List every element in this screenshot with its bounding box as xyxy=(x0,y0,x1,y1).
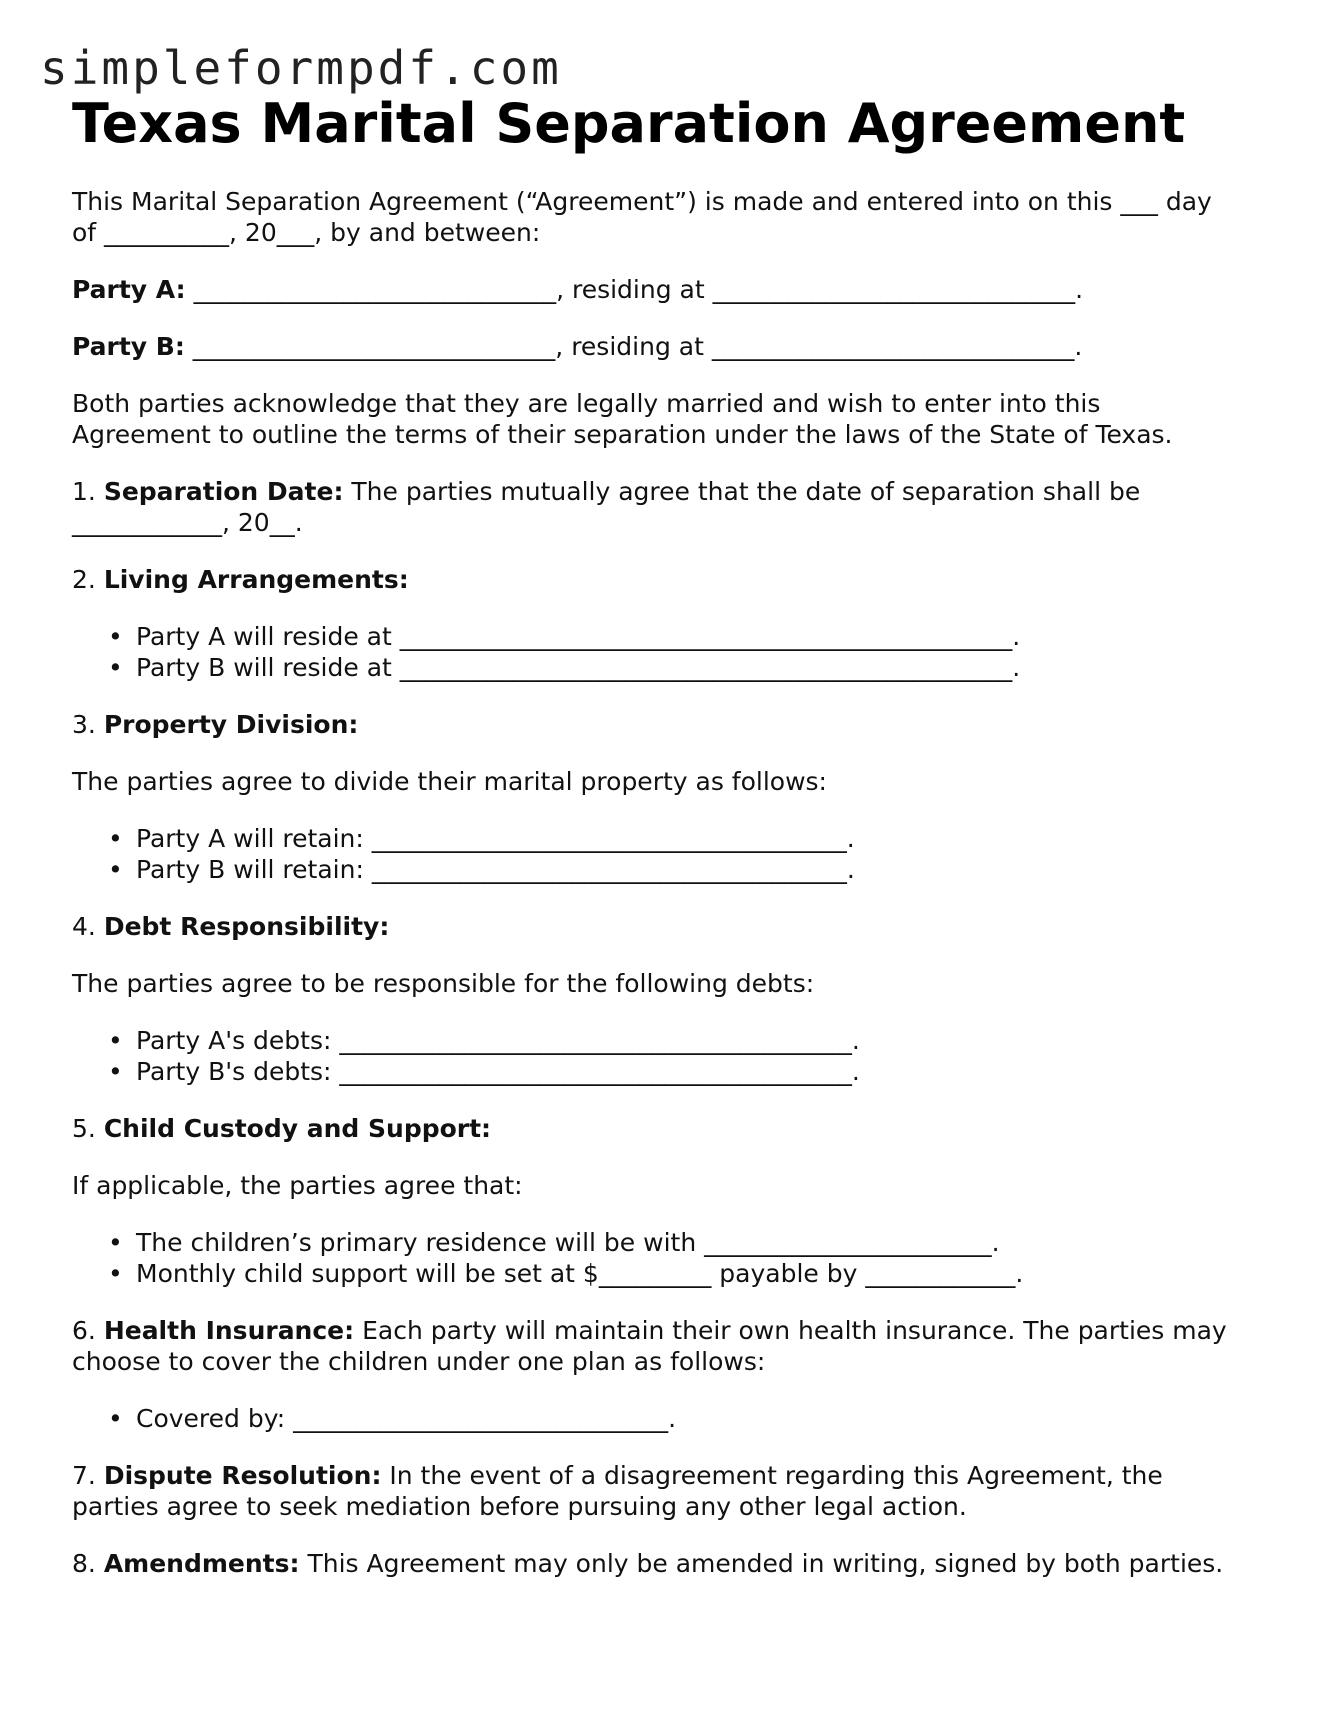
acknowledgment-paragraph: Both parties acknowledge that they are legally married and wish to enter into this Agreement to outline the terms of their separation under the laws of the State of Texas. xyxy=(72,389,1173,449)
party-a-line xyxy=(72,274,1232,305)
health-insurance-list xyxy=(72,1403,1232,1434)
section-heading: Debt Responsibility: xyxy=(103,912,390,941)
section-amendments xyxy=(72,1548,1232,1579)
section-property-division xyxy=(72,709,1232,740)
section-heading: Child Custody and Support: xyxy=(103,1114,492,1143)
list-item: • Covered by: ______________________________. xyxy=(72,1403,1232,1434)
section-number: 4. xyxy=(72,912,104,941)
list-item: • Monthly child support will be set at $_________ payable by ____________. xyxy=(72,1258,1232,1289)
section-number: 6. xyxy=(72,1316,104,1345)
party-a-label: Party A: xyxy=(72,275,186,304)
party-b-text: _____________________________, residing at _____________________________. xyxy=(184,332,1083,361)
section-living-arrangements xyxy=(72,564,1232,595)
party-b-line xyxy=(72,331,1232,362)
section-debt-responsibility xyxy=(72,911,1232,942)
section-heading: Dispute Resolution: xyxy=(103,1461,382,1490)
list-item: • Party A's debts: _________________________________________. xyxy=(72,1025,1232,1056)
section-health-insurance xyxy=(72,1315,1232,1377)
property-division-list xyxy=(72,823,1232,885)
section-text: In the event of a disagreement regarding this Agreement, the parties agree to seek mediation before pursuing any other legal action. xyxy=(72,1461,1163,1521)
watermark: simpleformpdf.com xyxy=(40,41,562,95)
section-number: 3. xyxy=(72,710,104,739)
intro-paragraph: This Marital Separation Agreement (“Agreement”) is made and entered into on this ___ day of __________, 20___, by and between: xyxy=(72,187,1212,247)
page-title: Texas Marital Separation Agreement xyxy=(72,92,1186,155)
section-text: Each party will maintain their own health insurance. The parties may choose to cover the children under one plan as follows: xyxy=(72,1316,1227,1376)
section-dispute-resolution xyxy=(72,1460,1232,1522)
party-b-label: Party B: xyxy=(72,332,185,361)
property-division-intro: The parties agree to divide their marital property as follows: xyxy=(72,767,827,796)
list-item: • The children’s primary residence will be with _______________________. xyxy=(72,1227,1232,1258)
living-arrangements-list xyxy=(72,621,1232,683)
section-heading: Amendments: xyxy=(103,1549,300,1578)
section-number: 2. xyxy=(72,565,104,594)
list-item: • Party B's debts: _________________________________________. xyxy=(72,1056,1232,1087)
list-item: • Party B will retain: ______________________________________. xyxy=(72,854,1232,885)
section-number: 7. xyxy=(72,1461,104,1490)
section-heading: Health Insurance: xyxy=(103,1316,355,1345)
party-a-text: _____________________________, residing at _____________________________. xyxy=(185,275,1084,304)
section-number: 1. xyxy=(72,477,104,506)
section-text: This Agreement may only be amended in writing, signed by both parties. xyxy=(299,1549,1224,1578)
list-item: • Party A will retain: ______________________________________. xyxy=(72,823,1232,854)
section-number: 5. xyxy=(72,1114,104,1143)
debt-responsibility-list xyxy=(72,1025,1232,1087)
section-text: The parties mutually agree that the date of separation shall be ____________, 20__. xyxy=(72,477,1141,537)
section-heading: Property Division: xyxy=(103,710,359,739)
section-heading: Separation Date: xyxy=(103,477,344,506)
debt-responsibility-intro: The parties agree to be responsible for the following debts: xyxy=(72,969,815,998)
section-heading: Living Arrangements: xyxy=(103,565,409,594)
section-separation-date xyxy=(72,476,1232,538)
child-custody-list xyxy=(72,1227,1232,1289)
list-item: • Party A will reside at _________________________________________________. xyxy=(72,621,1232,652)
document-body xyxy=(72,186,1232,1605)
child-custody-intro: If applicable, the parties agree that: xyxy=(72,1171,523,1200)
section-number: 8. xyxy=(72,1549,104,1578)
section-child-custody xyxy=(72,1113,1232,1144)
list-item: • Party B will reside at _________________________________________________. xyxy=(72,652,1232,683)
